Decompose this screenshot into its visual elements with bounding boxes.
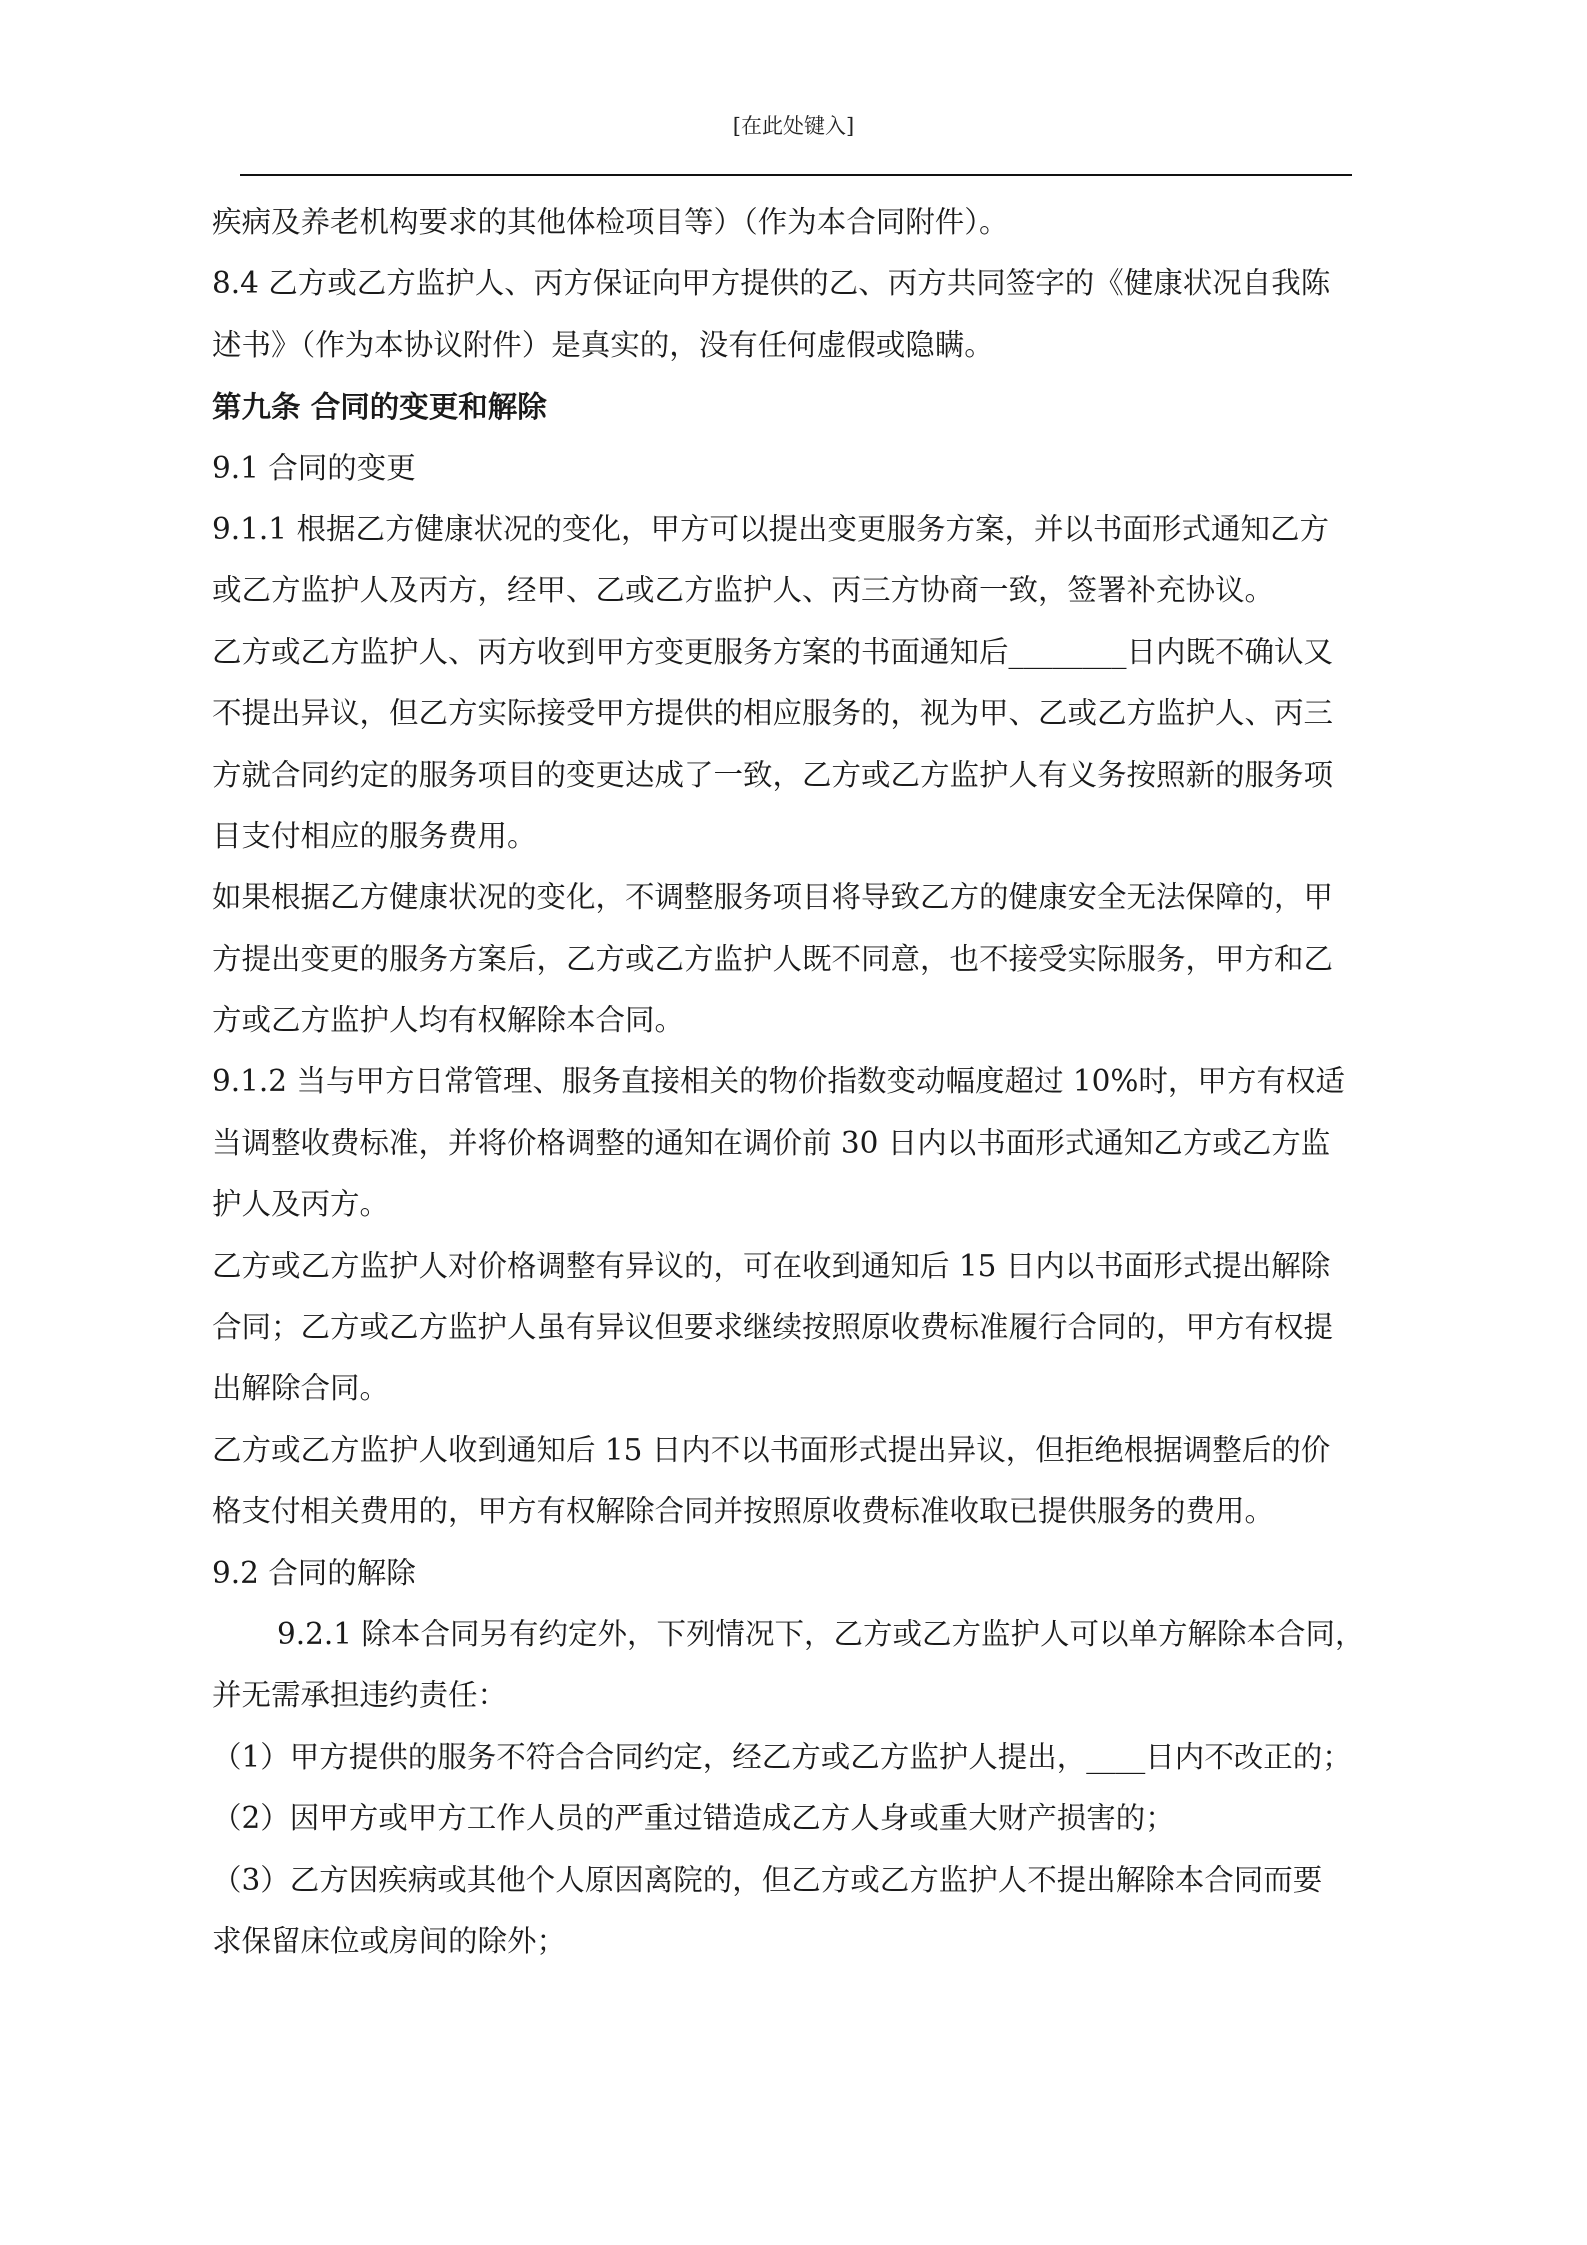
text-line: 出解除合同。 — [212, 1371, 390, 1406]
text-line: 方或乙方监护人均有权解除本合同。 — [212, 1003, 685, 1038]
text-line: 9.2.1 除本合同另有约定外，下列情况下，乙方或乙方监护人可以单方解除本合同， — [277, 1616, 1365, 1651]
text-line: 方就合同约定的服务项目的变更达成了一致，乙方或乙方监护人有义务按照新的服务项 — [212, 757, 1334, 792]
text-line: 方提出变更的服务方案后，乙方或乙方监护人既不同意，也不接受实际服务，甲方和乙 — [212, 941, 1334, 976]
header-divider — [240, 174, 1352, 176]
text-line: 求保留床位或房间的除外； — [212, 1923, 567, 1958]
text-line: 护人及丙方。 — [212, 1187, 390, 1222]
text-line: 不提出异议，但乙方实际接受甲方提供的相应服务的，视为甲、乙或乙方监护人、丙三 — [212, 696, 1334, 731]
list-item: （3）乙方因疾病或其他个人原因离院的，但乙方或乙方监护人不提出解除本合同而要 — [212, 1862, 1323, 1897]
list-item: （1）甲方提供的服务不符合合同约定，经乙方或乙方监护人提出，____日内不改正的； — [212, 1739, 1352, 1774]
text-line: 述书》（作为本协议附件）是真实的，没有任何虚假或隐瞒。 — [212, 327, 994, 362]
text-line: 或乙方监护人及丙方，经甲、乙或乙方监护人、丙三方协商一致，签署补充协议。 — [212, 573, 1275, 608]
text-line: 如果根据乙方健康状况的变化，不调整服务项目将导致乙方的健康安全无法保障的，甲 — [212, 880, 1334, 915]
document-body — [212, 192, 1417, 1972]
text-line: 乙方或乙方监护人、丙方收到甲方变更服务方案的书面通知后________日内既不确认又 — [212, 634, 1334, 669]
text-line: 8.4 乙方或乙方监护人、丙方保证向甲方提供的乙、丙方共同签字的《健康状况自我陈 — [212, 266, 1331, 301]
list-item: （2）因甲方或甲方工作人员的严重过错造成乙方人身或重大财产损害的； — [212, 1801, 1175, 1836]
page-header[interactable]: [在此处键入] — [732, 114, 855, 138]
subsection-heading: 9.1 合同的变更 — [212, 450, 416, 485]
text-line: 格支付相关费用的，甲方有权解除合同并按照原收费标准收取已提供服务的费用。 — [212, 1494, 1275, 1529]
text-line: 当调整收费标准，并将价格调整的通知在调价前 30 日内以书面形式通知乙方或乙方监 — [212, 1125, 1331, 1160]
text-line: 疾病及养老机构要求的其他体检项目等）（作为本合同附件）。 — [212, 205, 1009, 239]
text-line: 9.1.2 当与甲方日常管理、服务直接相关的物价指数变动幅度超过 10%时，甲方有权适 — [212, 1064, 1345, 1099]
text-line: 9.1.1 根据乙方健康状况的变化，甲方可以提出变更服务方案，并以书面形式通知乙方 — [212, 511, 1329, 546]
text-line: 并无需承担违约责任： — [212, 1678, 508, 1713]
text-line: 目支付相应的服务费用。 — [212, 818, 537, 853]
text-line: 合同；乙方或乙方监护人虽有异议但要求继续按照原收费标准履行合同的，甲方有权提 — [212, 1310, 1334, 1345]
section-heading: 第九条 合同的变更和解除 — [212, 389, 547, 425]
text-line: 乙方或乙方监护人对价格调整有异议的，可在收到通知后 15 日内以书面形式提出解除 — [212, 1248, 1331, 1283]
subsection-heading: 9.2 合同的解除 — [212, 1555, 416, 1590]
text-line: 乙方或乙方监护人收到通知后 15 日内不以书面形式提出异议，但拒绝根据调整后的价 — [212, 1432, 1331, 1467]
